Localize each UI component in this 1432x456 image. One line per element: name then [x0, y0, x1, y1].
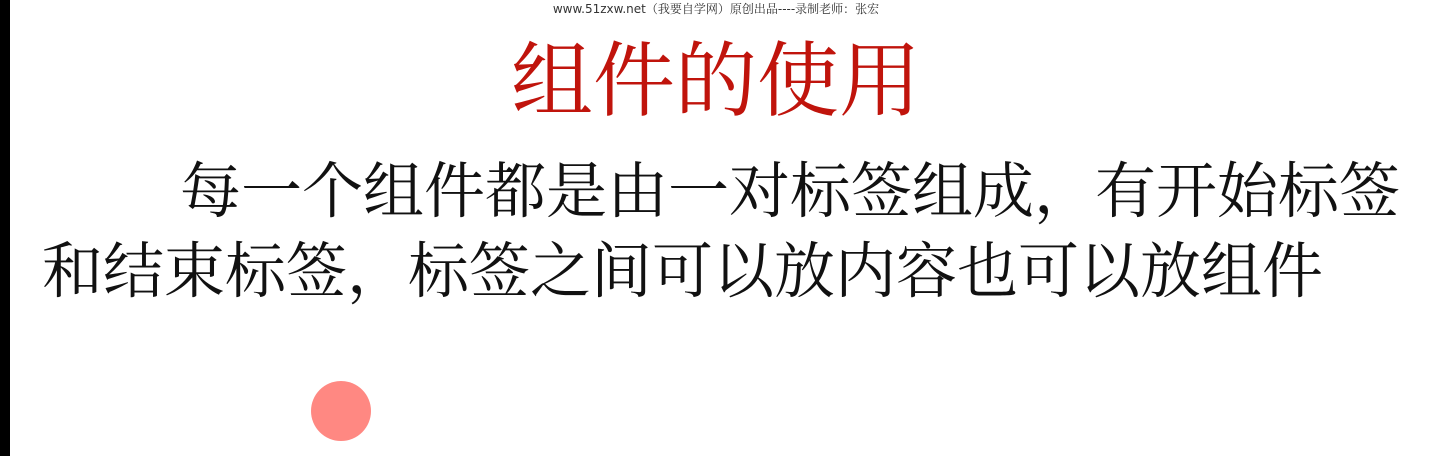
watermark: www.51zxw.net（我要自学网）原创出品----录制老师：张宏	[552, 2, 880, 16]
slide-title: 组件的使用	[510, 34, 921, 129]
cursor-highlight-icon	[311, 381, 371, 441]
slide-body-text: 每一个组件都是由一对标签组成，有开始标签和结束标签，标签之间可以放内容也可以放组件	[42, 156, 1401, 307]
